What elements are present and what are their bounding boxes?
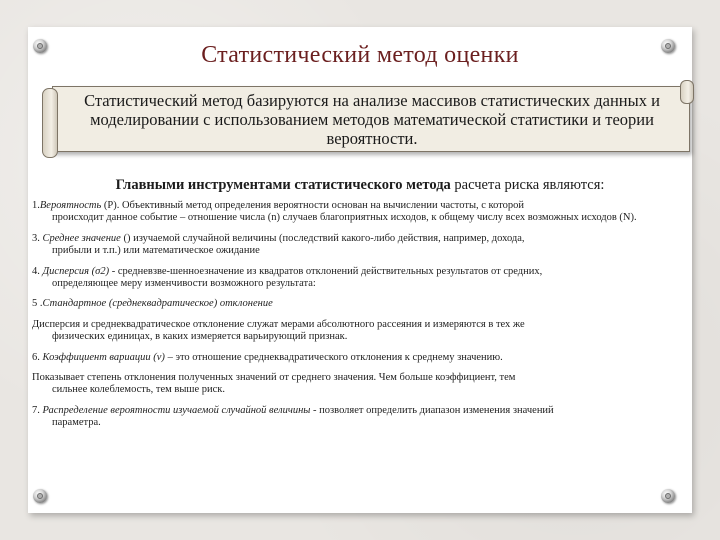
content-list: [32, 200, 694, 438]
item-term: Распределение вероятности изучаемой случайной величины: [42, 404, 311, 416]
item-number: 7.: [32, 404, 43, 416]
item-continuation: прибыли и т.п.) или математическое ожидание: [52, 245, 260, 257]
list-item: [32, 200, 694, 225]
tools-heading-bold: Главными инструментами статистического метода: [115, 177, 451, 193]
item-continuation: параметра.: [52, 417, 101, 429]
item-text: () изучаемой случайной величины (последствий какого-либо действия, например, дохода,: [120, 232, 525, 244]
item-text: (Р). Объективный метод определения вероятности основан на вычислении частоты, с которой: [101, 200, 525, 211]
item-text: – это отношение среднеквадратического отклонения к среднему значению.: [164, 351, 503, 363]
pushpin-icon: [661, 489, 675, 503]
list-item: [32, 319, 694, 344]
item-continuation: определяющее меру изменчивости возможного результата:: [52, 278, 316, 290]
item-term: Среднее значение: [42, 232, 121, 244]
item-number: 6.: [32, 351, 43, 363]
item-number: 3.: [32, 232, 43, 244]
scroll-curl-right: [680, 80, 694, 104]
scroll-curl-left: [42, 88, 58, 158]
list-item: [32, 233, 694, 258]
item-term: Стандартное (среднеквадратическое) отклонение: [42, 298, 273, 310]
slide-title: Статистический метод оценки: [201, 42, 519, 68]
list-item: [32, 372, 694, 397]
item-term: Вероятность: [39, 200, 102, 211]
definition-text: Статистический метод базируются на анализе массивов статистических данных и моделировании с использованием методов математической статистики и теории вероятности.: [84, 91, 660, 148]
item-number: 1.: [32, 200, 40, 211]
item-number: 5 .: [32, 298, 43, 310]
list-item: [32, 352, 694, 364]
item-text: - средневзве-шенноезначение из квадратов отклонений действительных результатов от средних,: [109, 265, 543, 277]
item-text: Показывает степень отклонения полученных значений от среднего значения. Чем больше коэффициент, тем: [32, 372, 516, 384]
definition-scroll: [42, 86, 692, 154]
tools-heading: [40, 177, 680, 194]
item-text: Дисперсия и среднеквадратическое отклонение служат мерами абсолютного рассеяния и измеряются в тех же: [32, 318, 525, 330]
item-continuation: происходит данное событие – отношение числа (n) случаев благоприятных исходов, к общему числу всех возможных исходов (N).: [52, 212, 637, 224]
pushpin-icon: [33, 489, 47, 503]
item-continuation: физических единицах, в каких измеряется варьирующий признак.: [52, 331, 348, 343]
item-number: 4.: [32, 265, 43, 277]
list-item: [32, 266, 694, 291]
tools-heading-rest: расчета риска являются:: [450, 177, 605, 193]
item-continuation: сильнее колеблемость, тем выше риск.: [52, 384, 226, 396]
list-item: [32, 405, 694, 430]
list-item: [32, 298, 694, 310]
item-term: Коэффициент вариации (v): [42, 351, 165, 363]
item-text: - позволяет определить диапазон изменения значений: [310, 404, 554, 416]
item-term: Дисперсия (σ2): [42, 265, 110, 277]
